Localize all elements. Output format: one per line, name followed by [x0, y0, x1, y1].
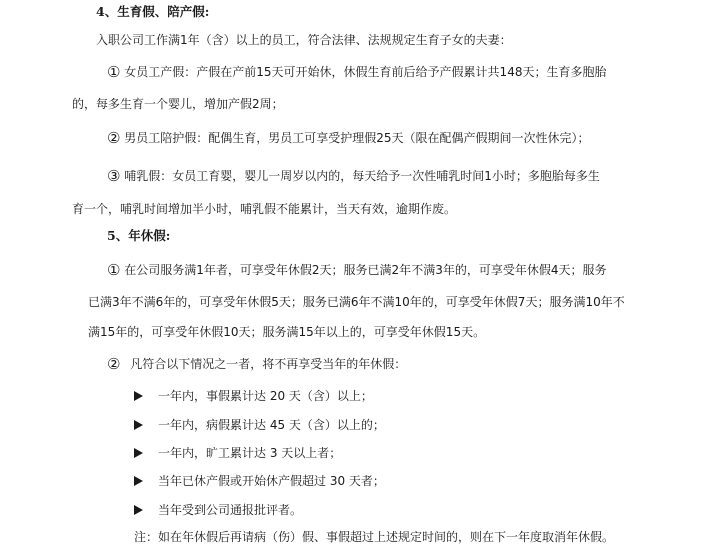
arrow-bullet-icon: [134, 476, 143, 486]
section5-item2-text: 凡符合以下情况之一者，将不再享受当年的年休假：: [130, 357, 407, 371]
section4-item1-line2: 的，每多生育一个婴儿，增加产假2周；: [72, 97, 284, 111]
section5-item1-line1: [107, 262, 606, 278]
section4-item2-text: 男员工陪护假：配偶生育，男员工可享受护理假25天（限在配偶产假期间一次性休完）；: [124, 131, 590, 145]
section4-item1-line1: [107, 64, 606, 80]
circled-number-3: ③: [107, 167, 121, 185]
section4-intro: 入职公司工作满1年（含）以上的员工，符合法律、法规规定生育子女的夫妻：: [96, 33, 512, 47]
section4-item3-text: 哺乳假：女员工育婴，婴儿一周岁以内的，每天给予一次性哺乳时间1小时；多胞胎每多生: [124, 169, 600, 183]
section4-item3-line2: 育一个，哺乳时间增加半小时，哺乳假不能累计，当天有效，逾期作废。: [72, 202, 457, 216]
section4-item1-text: 女员工产假：产假在产前15天可开始休，休假生育前后给予产假累计共148天；生育多胞胎: [124, 65, 607, 79]
bullet-text: 当年已休产假或开始休产假超过 30 天者；: [158, 474, 385, 488]
circled-number-2: ②: [107, 129, 121, 147]
circled-number-2: ②: [107, 355, 121, 373]
circled-number-1: ①: [107, 261, 121, 279]
section4-item3-line1: [107, 168, 600, 184]
section5-heading: 5、年休假:: [107, 228, 171, 243]
arrow-bullet-icon: [134, 420, 143, 430]
bullet-text: 一年内，旷工累计达 3 天以上者；: [158, 446, 342, 460]
bullet-text: 当年受到公司通报批评者。: [158, 503, 303, 517]
arrow-bullet-icon: [134, 391, 143, 401]
bullet-text: 一年内，事假累计达 20 天（含）以上；: [158, 389, 373, 403]
section4-heading: 4、生育假、陪产假:: [96, 4, 210, 19]
section4-item2-line1: [107, 130, 590, 146]
arrow-bullet-icon: [134, 448, 143, 458]
section5-item1-line2: 已满3年不满6年的，可享受年休假5天；服务已满6年不满10年的，可享受年休假7天；服务满10年不: [88, 295, 625, 309]
section5-item2-line1: [107, 356, 406, 372]
bullet-text: 一年内，病假累计达 45 天（含）以上的；: [158, 418, 385, 432]
note-text: 注：如在年休假后再请病（伤）假、事假超过上述规定时间的，则在下一年度取消年休假。: [134, 530, 615, 544]
circled-number-1: ①: [107, 63, 121, 81]
arrow-bullet-icon: [134, 505, 143, 515]
section5-item1-line3: 满15年的，可享受年休假10天；服务满15年以上的，可享受年休假15天。: [88, 325, 486, 339]
section5-item1-text: 在公司服务满1年者，可享受年休假2天；服务已满2年不满3年的，可享受年休假4天；服务: [124, 263, 607, 277]
